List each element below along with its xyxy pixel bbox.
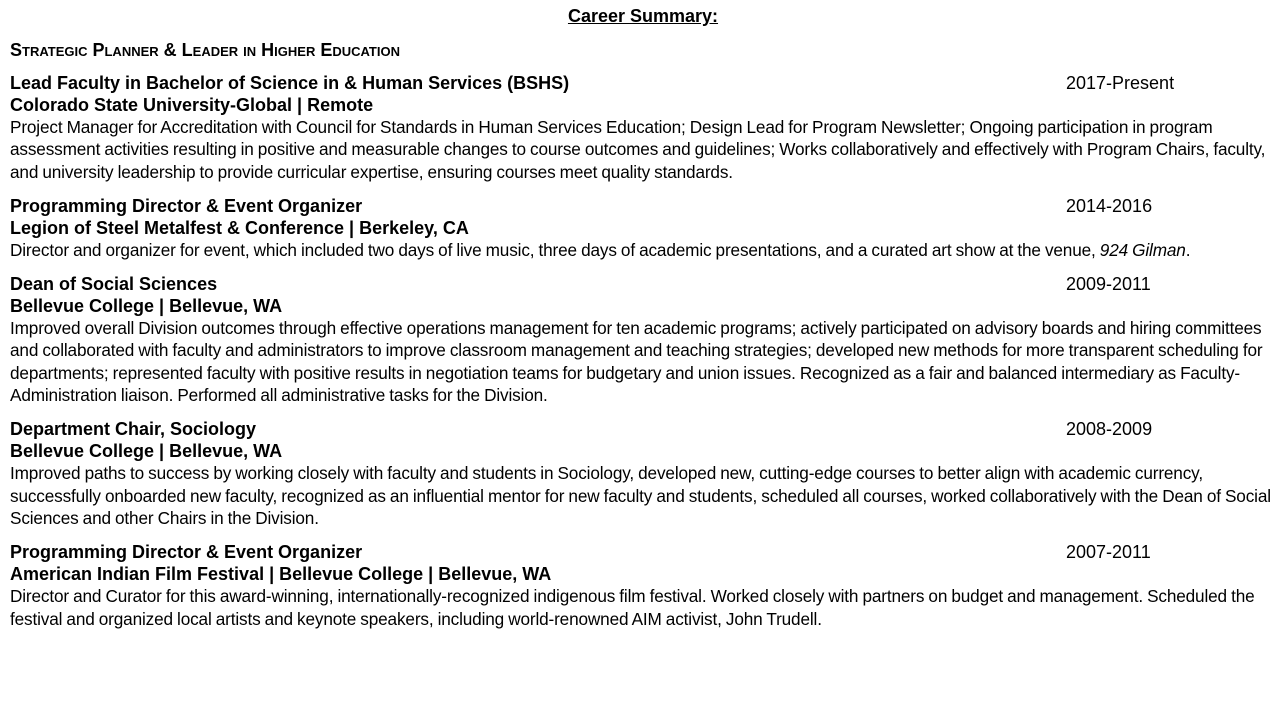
venue-name: 924 Gilman — [1099, 239, 1186, 260]
job-description: Improved paths to success by working closely with faculty and students in Sociology, developed new, cutting-edge courses to better align with academic currency, successfully onboarded new faculty, recognized as an influential mentor for new faculty and students, scheduled all courses, worked collaboratively with the Dean of Social Sciences and other Chairs in the Division. — [10, 463, 1271, 528]
job-title: Programming Director & Event Organizer — [10, 542, 363, 563]
entry-header — [10, 195, 1276, 217]
job-description: Project Manager for Accreditation with Council for Standards in Human Services Education; Design Lead for Program Newsletter; Ongoing participation in program assessment activities resulting in positive and measurable changes to course outcomes and guidelines; Works collaboratively and effectively with Program Chairs, faculty, and university leadership to provide curricular expertise, ensuring courses meet quality standards. — [10, 117, 1266, 182]
entry-header — [10, 273, 1276, 295]
profile-subheading: Strategic Planner & Leader in Higher Education — [10, 40, 400, 60]
employer: Bellevue College | Bellevue, WA — [10, 296, 283, 317]
career-summary-heading: Career Summary: — [567, 6, 719, 26]
career-entry — [10, 418, 1276, 529]
job-dates: 2017-Present — [1066, 73, 1175, 93]
job-description: Improved overall Division outcomes through effective operations management for ten academic programs; actively participated on advisory boards and hiring committees and collaborated with faculty and administrators to improve classroom management and teaching strategies; developed new methods for more transparent scheduling for departments; represented faculty with positive results in negotiation teams for budgetary and union issues. Recognized as a fair and balanced intermediary as Faculty-Administration liaison. Performed all administrative tasks for the Division. — [10, 318, 1263, 406]
entry-header — [10, 541, 1276, 563]
description-end: . — [1185, 239, 1191, 260]
job-description: Director and Curator for this award-winning, internationally-recognized indigenous film festival. Worked closely with partners on budget and management. Scheduled the festival and organized local artists and keynote speakers, including world-renowned AIM activist, John Trudell. — [10, 586, 1255, 629]
career-entry — [10, 541, 1276, 630]
employer: American Indian Film Festival | Bellevue College | Bellevue, WA — [10, 564, 552, 585]
career-entry — [10, 72, 1276, 183]
employer: Legion of Steel Metalfest & Conference | Berkeley, CA — [10, 217, 469, 238]
entry-header — [10, 418, 1276, 440]
career-entry — [10, 273, 1276, 406]
job-dates: 2014-2016 — [1066, 195, 1153, 216]
job-title: Lead Faculty in Bachelor of Science in & Human Services (BSHS) — [10, 73, 570, 93]
job-description — [10, 239, 1276, 261]
job-description-text: Director and organizer for event, which included two days of live music, three days of academic presentations, and a curated art show at the venue, — [10, 239, 1096, 260]
employer: Colorado State University-Global | Remote — [10, 95, 374, 115]
job-dates: 2007-2011 — [1066, 542, 1151, 563]
career-entry — [10, 195, 1276, 261]
entry-header — [10, 72, 1276, 94]
job-dates: 2009-2011 — [1066, 274, 1151, 295]
resume-page — [10, 4, 1276, 642]
job-dates: 2008-2009 — [1066, 419, 1153, 440]
employer: Bellevue College | Bellevue, WA — [10, 441, 283, 462]
job-title: Programming Director & Event Organizer — [10, 195, 363, 216]
job-title: Department Chair, Sociology — [10, 419, 257, 440]
job-title: Dean of Social Sciences — [10, 274, 218, 295]
